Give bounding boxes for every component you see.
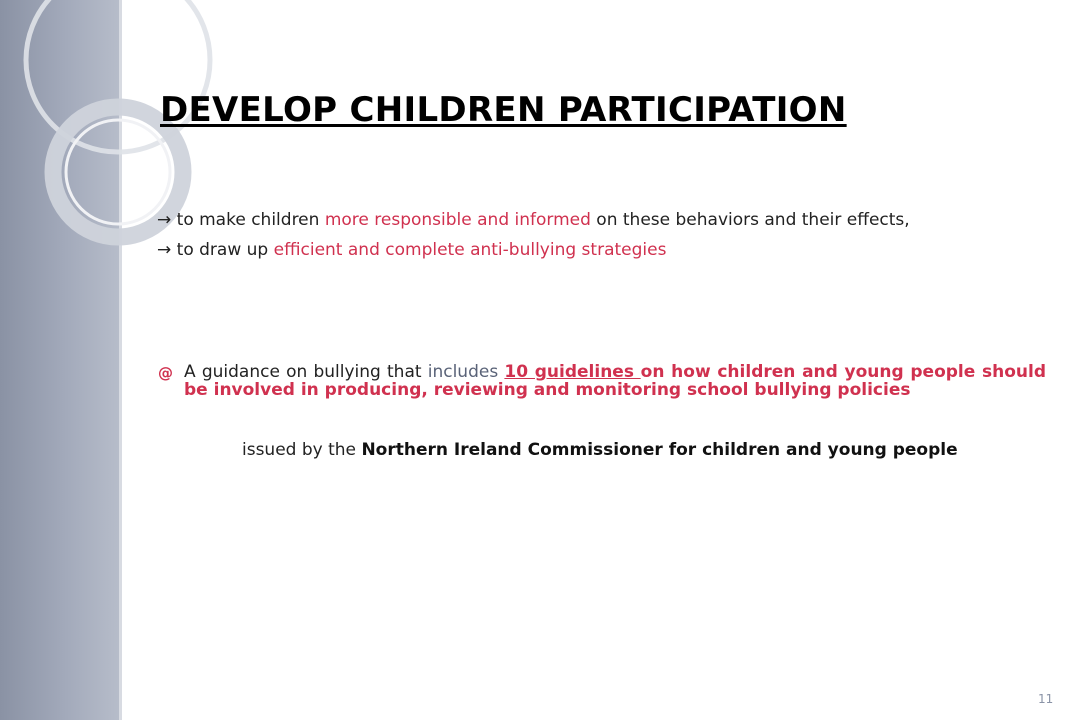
issuing-organization: Northern Ireland Commissioner for children and young people bbox=[361, 440, 958, 460]
arrow-item-text: to make children bbox=[176, 210, 325, 230]
arrow-icon: → bbox=[157, 240, 172, 260]
arrow-item-text: to draw up bbox=[176, 240, 274, 260]
arrow-item-highlight: efficient and complete anti-bullying strategies bbox=[273, 240, 667, 260]
arrow-item-highlight: more responsible and informed bbox=[324, 210, 591, 230]
guidance-text-bold: on how children and young people should be involved in producing, reviewing and monitoring school bullying policies bbox=[184, 362, 1046, 400]
guidance-includes: includes bbox=[427, 362, 499, 382]
page-number: 11 bbox=[1038, 692, 1054, 706]
arrow-item-1 bbox=[157, 210, 910, 230]
arrow-item-2 bbox=[157, 240, 666, 260]
guidelines-link[interactable]: 10 guidelines bbox=[504, 362, 641, 382]
issued-prefix: issued by the bbox=[242, 440, 362, 460]
issued-by-line bbox=[242, 440, 958, 460]
at-sign-bullet-icon: @ bbox=[158, 364, 173, 382]
slide-title: DEVELOP CHILDREN PARTICIPATION bbox=[160, 90, 847, 130]
arrow-icon: → bbox=[157, 210, 172, 230]
arrow-item-text-end: on these behaviors and their effects, bbox=[590, 210, 910, 230]
guidance-paragraph bbox=[184, 363, 1046, 399]
guidance-text: A guidance on bullying that bbox=[184, 362, 428, 382]
